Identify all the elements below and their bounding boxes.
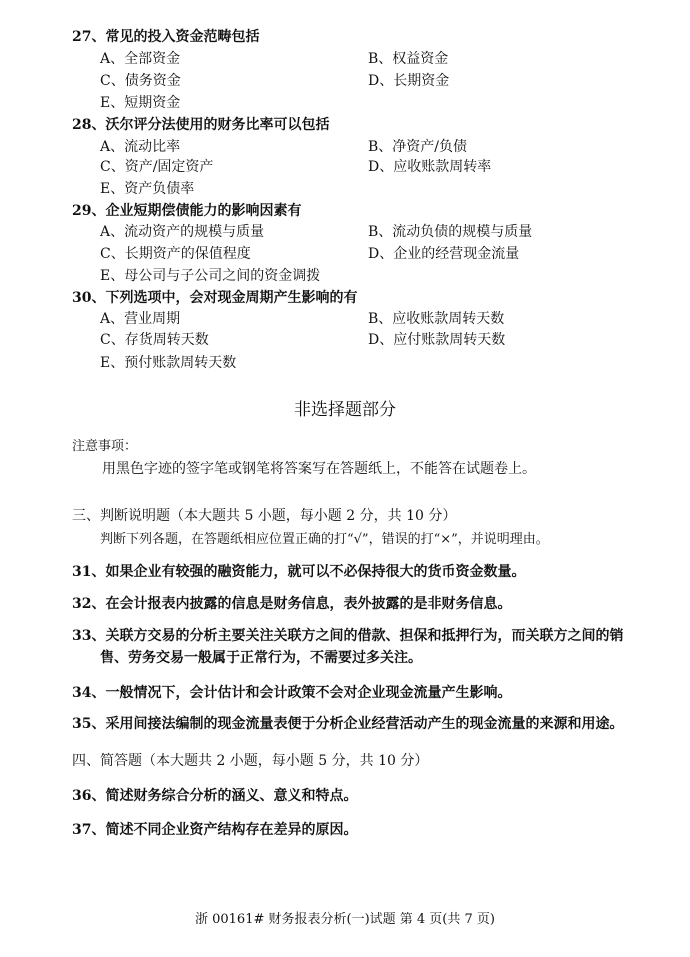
question-30-stem: 30、下列选项中，会对现金周期产生影响的有: [72, 290, 358, 306]
question-29-option-c: C、长期资产的保值程度: [100, 246, 251, 262]
question-31: 31、如果企业有较强的融资能力，就可以不必保持很大的货币资金数量。: [72, 564, 526, 580]
question-29-option-b: B、流动负债的规模与质量: [368, 224, 533, 240]
question-29-option-d: D、企业的经营现金流量: [368, 246, 520, 262]
question-34: 34、一般情况下，会计估计和会计政策不会对企业现金流量产生影响。: [72, 685, 512, 701]
question-30-option-c: C、存货周转天数: [100, 332, 209, 348]
question-32: 32、在会计报表内披露的信息是财务信息，表外披露的是非财务信息。: [72, 596, 512, 612]
question-28-option-a: A、流动比率: [100, 139, 181, 155]
question-28-stem: 28、沃尔评分法使用的财务比率可以包括: [72, 117, 330, 133]
question-29-option-a: A、流动资产的规模与质量: [100, 224, 265, 240]
question-27-option-c: C、债务资金: [100, 73, 181, 89]
page-footer: 浙 00161# 财务报表分析(一)试题 第 4 页(共 7 页): [194, 912, 495, 927]
question-33-line-2: 售、劳务交易一般属于正常行为，不需要过多关注。: [100, 650, 422, 666]
question-27-option-a: A、全部资金: [100, 51, 181, 67]
part3-heading: 三、判断说明题（本大题共 5 小题，每小题 2 分，共 10 分）: [72, 508, 457, 524]
question-28-option-b: B、净资产/负债: [368, 139, 468, 155]
question-29-option-e: E、母公司与子公司之间的资金调拨: [100, 268, 321, 284]
question-28-option-d: D、应收账款周转率: [368, 159, 492, 175]
question-36: 36、简述财务综合分析的涵义、意义和特点。: [72, 788, 358, 804]
question-30-option-d: D、应付账款周转天数: [368, 332, 506, 348]
question-27-option-d: D、长期资金: [368, 73, 450, 89]
question-29-stem: 29、企业短期偿债能力的影响因素有: [72, 203, 302, 219]
question-30-option-a: A、营业周期: [100, 311, 181, 327]
question-30-option-e: E、预付账款周转天数: [100, 355, 237, 371]
question-28-option-e: E、资产负债率: [100, 181, 195, 197]
question-28-option-c: C、资产/固定资产: [100, 159, 214, 175]
notice-label: 注意事项：: [72, 439, 138, 454]
part4-heading: 四、简答题（本大题共 2 小题，每小题 5 分，共 10 分）: [72, 753, 429, 769]
notice-text: 用黑色字迹的签字笔或钢笔将答案写在答题纸上，不能答在试题卷上。: [102, 461, 536, 477]
question-33-line-1: 33、关联方交易的分析主要关注关联方之间的借款、担保和抵押行为，而关联方之间的销: [72, 628, 624, 644]
question-27-option-b: B、权益资金: [368, 51, 449, 67]
section-title: 非选择题部分: [294, 400, 396, 420]
question-37: 37、简述不同企业资产结构存在差异的原因。: [72, 822, 358, 838]
part3-instruction: 判断下列各题，在答题纸相应位置正确的打“√”，错误的打“×”，并说明理由。: [100, 532, 549, 547]
question-35: 35、采用间接法编制的现金流量表便于分析企业经营活动产生的现金流量的来源和用途。: [72, 716, 624, 732]
question-27-stem: 27、常见的投入资金范畴包括: [72, 29, 260, 45]
question-30-option-b: B、应收账款周转天数: [368, 311, 505, 327]
question-27-option-e: E、短期资金: [100, 95, 181, 111]
